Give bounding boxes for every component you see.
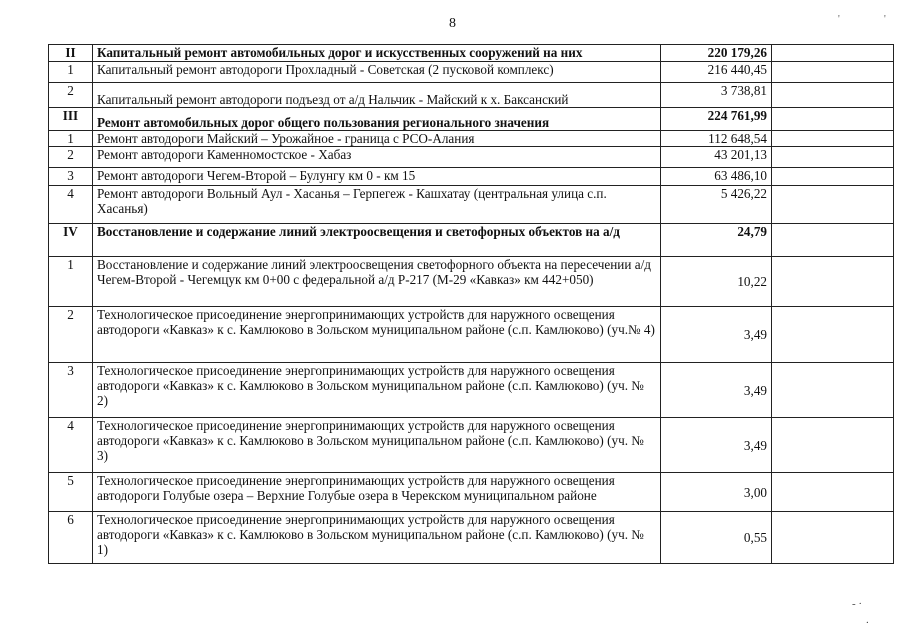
row-description: Ремонт автомобильных дорог общего пользования регионального значения (93, 108, 661, 131)
empty-cell (772, 418, 894, 473)
table-row (49, 418, 894, 473)
row-description: Восстановление и содержание линий электроосвещения светофорного объекта на пересечении а/д Чегем-Второй - Чегемцук км 0+00 с федеральной а/д Р-217 (М-29 «Кавказ» км 442+050) (93, 257, 661, 307)
empty-cell (772, 168, 894, 186)
row-amount: 3 738,81 (661, 83, 772, 108)
row-amount: 63 486,10 (661, 168, 772, 186)
row-description: Технологическое присоединение энергопринимающих устройств для наружного освещения автодороги «Кавказ» к с. Камлюково в Зольском муниципальном районе (с.п. Камлюково) (уч.№ 4) (93, 307, 661, 363)
row-number: IV (49, 224, 93, 257)
table-row (49, 62, 894, 83)
row-description: Ремонт автодороги Майский – Урожайное - граница с РСО-Алания (93, 131, 661, 147)
row-number: II (49, 45, 93, 62)
row-amount: 216 440,45 (661, 62, 772, 83)
row-description: Технологическое присоединение энергопринимающих устройств для наружного освещения автодороги «Кавказ» к с. Камлюково в Зольском муниципальном районе (с.п. Камлюково) (уч. № 1) (93, 512, 661, 564)
row-number: 4 (49, 418, 93, 473)
table-row (49, 363, 894, 418)
row-amount: 24,79 (661, 224, 772, 257)
empty-cell (772, 45, 894, 62)
row-description: Ремонт автодороги Вольный Аул - Хасанья – Герпегеж - Кашхатау (центральная улица с.п. Хасанья) (93, 186, 661, 224)
row-number: 1 (49, 257, 93, 307)
row-amount: 3,49 (661, 363, 772, 418)
table-row (49, 307, 894, 363)
row-description: Технологическое присоединение энергопринимающих устройств для наружного освещения автодороги Голубые озера – Верхние Голубые озера в Черекском муниципальном районе (93, 473, 661, 512)
row-description: Капитальный ремонт автодороги Прохладный - Советская (2 пусковой комплекс) (93, 62, 661, 83)
empty-cell (772, 512, 894, 564)
table-row (49, 224, 894, 257)
row-amount: 3,49 (661, 418, 772, 473)
table-row (49, 83, 894, 108)
scan-mark: - · (852, 598, 863, 610)
table-row (49, 108, 894, 131)
row-number: III (49, 108, 93, 131)
row-amount: 112 648,54 (661, 131, 772, 147)
scan-mark: . (866, 614, 869, 626)
row-number: 1 (49, 62, 93, 83)
budget-table (48, 44, 894, 564)
page-number: 8 (449, 16, 456, 31)
row-amount: 0,55 (661, 512, 772, 564)
scan-mark: ' (884, 14, 886, 25)
empty-cell (772, 307, 894, 363)
row-number: 2 (49, 147, 93, 168)
row-number: 2 (49, 83, 93, 108)
empty-cell (772, 473, 894, 512)
row-number: 3 (49, 363, 93, 418)
empty-cell (772, 257, 894, 307)
row-number: 5 (49, 473, 93, 512)
row-description: Ремонт автодороги Чегем-Второй – Булунгу км 0 - км 15 (93, 168, 661, 186)
row-number: 2 (49, 307, 93, 363)
row-description: Ремонт автодороги Каменномостское - Хабаз (93, 147, 661, 168)
budget-table-body (49, 45, 894, 564)
row-description: Технологическое присоединение энергопринимающих устройств для наружного освещения автодороги «Кавказ» к с. Камлюково в Зольском муниципальном районе (с.п. Камлюково) (уч. № 2) (93, 363, 661, 418)
table-row (49, 45, 894, 62)
empty-cell (772, 108, 894, 131)
table-row (49, 147, 894, 168)
row-description: Технологическое присоединение энергопринимающих устройств для наружного освещения автодороги «Кавказ» к с. Камлюково в Зольском муниципальном районе (с.п. Камлюково) (уч. № 3) (93, 418, 661, 473)
empty-cell (772, 363, 894, 418)
row-description: Капитальный ремонт автодороги подъезд от а/д Нальчик - Майский к х. Баксанский (93, 83, 661, 108)
row-amount: 5 426,22 (661, 186, 772, 224)
empty-cell (772, 62, 894, 83)
scan-mark: ' (838, 14, 840, 25)
row-amount: 3,00 (661, 473, 772, 512)
row-number: 3 (49, 168, 93, 186)
row-number: 4 (49, 186, 93, 224)
row-number: 6 (49, 512, 93, 564)
row-amount: 3,49 (661, 307, 772, 363)
table-row (49, 186, 894, 224)
empty-cell (772, 147, 894, 168)
empty-cell (772, 224, 894, 257)
empty-cell (772, 131, 894, 147)
row-amount: 224 761,99 (661, 108, 772, 131)
table-row (49, 512, 894, 564)
row-description: Восстановление и содержание линий электроосвещения и светофорных объектов на а/д (93, 224, 661, 257)
row-amount: 43 201,13 (661, 147, 772, 168)
empty-cell (772, 186, 894, 224)
row-number: 1 (49, 131, 93, 147)
row-description: Капитальный ремонт автомобильных дорог и искусственных сооружений на них (93, 45, 661, 62)
table-row (49, 257, 894, 307)
row-amount: 220 179,26 (661, 45, 772, 62)
empty-cell (772, 83, 894, 108)
row-amount: 10,22 (661, 257, 772, 307)
table-row (49, 473, 894, 512)
table-row (49, 131, 894, 147)
table-row (49, 168, 894, 186)
